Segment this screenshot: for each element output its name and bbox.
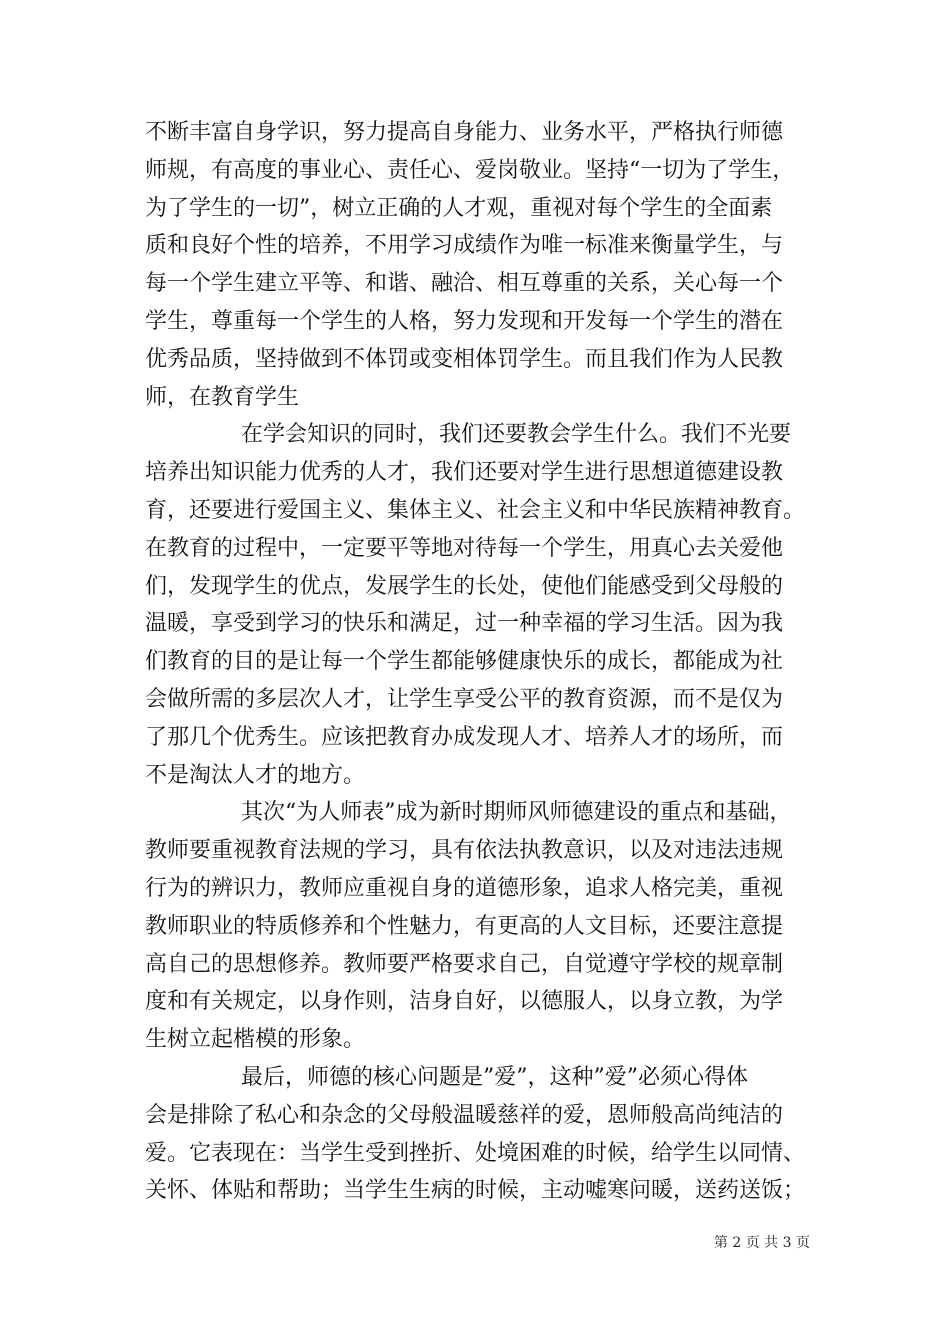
text-line: 优秀品质，坚持做到不体罚或变相体罚学生。而且我们作为人民教 xyxy=(145,346,784,372)
text-line: 生树立起楷模的形象。 xyxy=(145,1027,366,1053)
text-line: 不断丰富自身学识，努力提高自身能力、业务水平，严格执行师德 xyxy=(145,120,784,145)
text-line: 育，还要进行爱国主义、集体主义、社会主义和中华民族精神教育。 xyxy=(145,497,806,523)
text-line: 最后，师德的核心问题是”爱”，这种”爱”必须心得体 xyxy=(241,1064,748,1090)
text-line: 师，在教育学生 xyxy=(145,384,300,410)
text-line: 们，发现学生的优点，发展学生的长处，使他们能感受到父母般的 xyxy=(145,573,784,599)
paragraph xyxy=(145,1059,815,1210)
paragraph xyxy=(145,794,815,1059)
text-line: 行为的辨识力，教师应重视自身的道德形象，追求人格完美，重视 xyxy=(145,875,784,901)
text-line: 每一个学生建立平等、和谐、融洽、相互尊重的关系，关心每一个 xyxy=(145,271,784,297)
text-line: 培养出知识能力优秀的人才，我们还要对学生进行思想道德建设教 xyxy=(145,460,784,486)
text-line: 教师职业的特质修养和个性魅力，有更高的人文目标，还要注意提 xyxy=(145,913,784,939)
document-body xyxy=(145,114,815,1210)
text-line: 不是淘汰人才的地方。 xyxy=(145,762,366,788)
text-line: 了那几个优秀生。应该把教育办成发现人才、培养人才的场所，而 xyxy=(145,724,784,750)
text-line: 在学会知识的同时，我们还要教会学生什么。我们不光要 xyxy=(241,422,792,448)
text-line: 教师要重视教育法规的学习，具有依法执教意识，以及对违法违规 xyxy=(145,838,784,864)
text-line: 们教育的目的是让每一个学生都能够健康快乐的成长，都能成为社 xyxy=(145,649,784,675)
text-line: 会做所需的多层次人才，让学生享受公平的教育资源，而不是仅为 xyxy=(145,686,784,712)
text-line: 为了学生的一切”，树立正确的人才观，重视对每个学生的全面素 xyxy=(145,195,773,221)
text-line: 其次“为人师表”成为新时期师风师德建设的重点和基础， xyxy=(241,800,792,826)
page-number-footer: 第 2 页 共 3 页 xyxy=(713,1235,810,1251)
text-line: 在教育的过程中，一定要平等地对待每一个学生，用真心去关爱他 xyxy=(145,535,784,561)
text-line: 度和有关规定，以身作则，洁身自好，以德服人，以身立教，为学 xyxy=(145,989,784,1015)
text-line: 爱。它表现在：当学生受到挫折、处境困难的时候，给学生以同情、 xyxy=(145,1140,806,1166)
text-line: 会是排除了私心和杂念的父母般温暖慈祥的爱，恩师般高尚纯洁的 xyxy=(145,1102,784,1128)
text-line: 学生，尊重每一个学生的人格，努力发现和开发每一个学生的潜在 xyxy=(145,308,784,334)
text-line: 高自己的思想修养。教师要严格要求自己，自觉遵守学校的规章制 xyxy=(145,951,784,977)
text-line: 关怀、体贴和帮助；当学生生病的时候，主动嘘寒问暖，送药送饭； xyxy=(145,1178,806,1204)
text-line: 温暖，享受到学习的快乐和满足，过一种幸福的学习生活。因为我 xyxy=(145,611,784,637)
paragraph xyxy=(145,416,815,794)
text-line: 师规，有高度的事业心、责任心、爱岗敬业。坚持“一切为了学生， xyxy=(145,157,795,183)
paragraph xyxy=(145,114,815,416)
text-line: 质和良好个性的培养，不用学习成绩作为唯一标准来衡量学生，与 xyxy=(145,233,784,259)
